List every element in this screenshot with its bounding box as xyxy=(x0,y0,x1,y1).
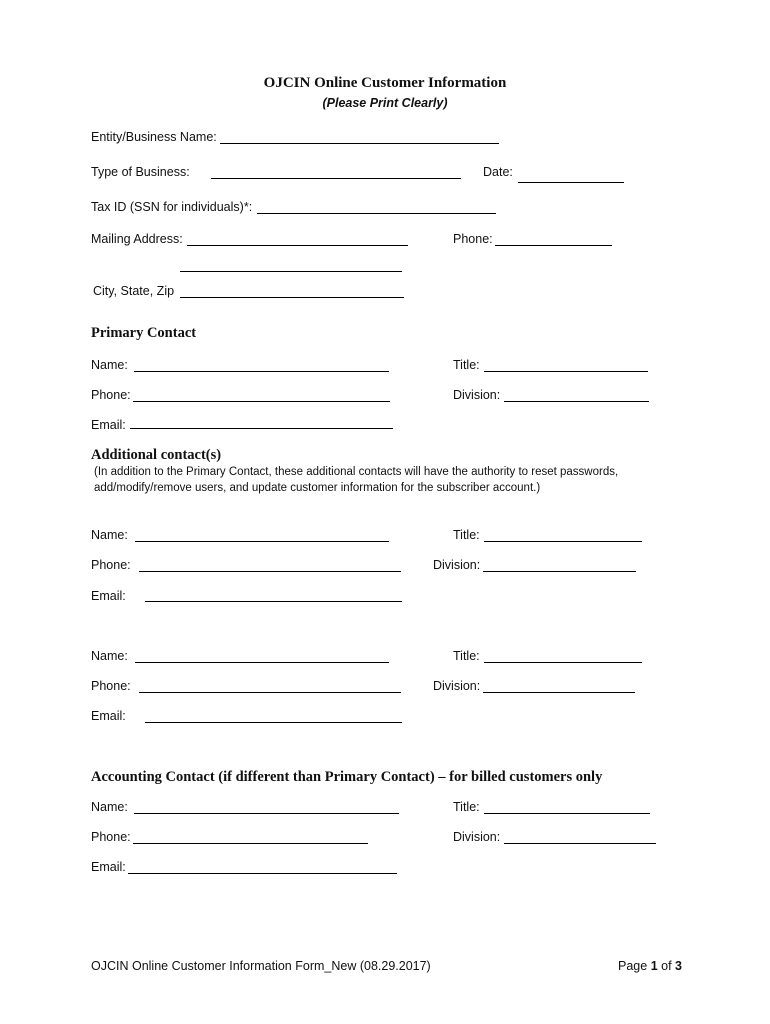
mailing-address-field[interactable] xyxy=(187,245,408,246)
accounting-contact-heading: Accounting Contact (if different than Primary Contact) – for billed customers only xyxy=(91,769,603,785)
accounting-division-label: Division: xyxy=(453,830,501,844)
primary-email-field[interactable] xyxy=(130,428,393,429)
city-state-zip-label: City, State, Zip xyxy=(93,284,175,298)
primary-name-label: Name: xyxy=(91,358,128,372)
tax-id-field[interactable] xyxy=(257,213,496,214)
mailing-address-line2-field[interactable] xyxy=(180,271,402,272)
primary-phone-field[interactable] xyxy=(133,401,390,402)
tax-id-label: Tax ID (SSN for individuals)*: xyxy=(91,200,253,214)
mailing-address-label: Mailing Address: xyxy=(91,232,183,246)
additional-1-phone-label: Phone: xyxy=(91,558,131,572)
additional-1-email-field[interactable] xyxy=(145,601,402,602)
additional-1-phone-field[interactable] xyxy=(139,571,401,572)
date-field[interactable] xyxy=(518,182,624,183)
additional-2-email-label: Email: xyxy=(91,709,126,723)
primary-contact-heading: Primary Contact xyxy=(91,325,197,341)
primary-title-field[interactable] xyxy=(484,371,648,372)
page-word: Page xyxy=(618,959,648,973)
additional-contacts-heading: Additional contact(s) xyxy=(91,447,222,463)
additional-2-name-field[interactable] xyxy=(135,662,389,663)
business-phone-label: Phone: xyxy=(453,232,493,246)
business-phone-field[interactable] xyxy=(495,245,612,246)
additional-2-name-label: Name: xyxy=(91,649,128,663)
primary-name-field[interactable] xyxy=(134,371,389,372)
entity-name-label: Entity/Business Name: xyxy=(91,130,217,144)
accounting-name-field[interactable] xyxy=(134,813,399,814)
page-current: 1 xyxy=(650,959,658,973)
additional-2-email-field[interactable] xyxy=(145,722,402,723)
accounting-title-field[interactable] xyxy=(484,813,650,814)
additional-1-name-field[interactable] xyxy=(135,541,389,542)
additional-1-email-label: Email: xyxy=(91,589,126,603)
primary-title-label: Title: xyxy=(453,358,480,372)
city-state-zip-field[interactable] xyxy=(180,297,404,298)
form-title: OJCIN Online Customer Information xyxy=(263,75,507,91)
additional-1-division-label: Division: xyxy=(433,558,481,572)
additional-1-title-field[interactable] xyxy=(484,541,642,542)
page-of: of xyxy=(661,959,672,973)
accounting-email-label: Email: xyxy=(91,860,126,874)
accounting-phone-label: Phone: xyxy=(91,830,131,844)
additional-contacts-note: (In addition to the Primary Contact, these additional contacts will have the authority to reset passwords, add/modify/remove users, and update customer information for the subscriber account.) xyxy=(94,466,619,494)
accounting-division-field[interactable] xyxy=(504,843,656,844)
additional-1-division-field[interactable] xyxy=(483,571,636,572)
accounting-phone-field[interactable] xyxy=(133,843,368,844)
additional-1-name-label: Name: xyxy=(91,528,128,542)
page-total: 3 xyxy=(675,959,682,973)
additional-2-division-field[interactable] xyxy=(483,692,635,693)
business-type-field[interactable] xyxy=(211,178,461,179)
additional-2-phone-label: Phone: xyxy=(91,679,131,693)
additional-2-phone-field[interactable] xyxy=(139,692,401,693)
primary-email-label: Email: xyxy=(91,418,126,432)
primary-phone-label: Phone: xyxy=(91,388,131,402)
additional-2-title-field[interactable] xyxy=(484,662,642,663)
business-type-label: Type of Business: xyxy=(91,165,190,179)
accounting-email-field[interactable] xyxy=(128,873,397,874)
accounting-title-label: Title: xyxy=(453,800,480,814)
date-label: Date: xyxy=(483,165,513,179)
primary-division-label: Division: xyxy=(453,388,501,402)
accounting-name-label: Name: xyxy=(91,800,128,814)
additional-2-title-label: Title: xyxy=(453,649,480,663)
additional-1-title-label: Title: xyxy=(453,528,480,542)
form-subtitle: (Please Print Clearly) xyxy=(322,96,448,110)
additional-2-division-label: Division: xyxy=(433,679,481,693)
footer-page-number xyxy=(618,959,682,973)
entity-name-field[interactable] xyxy=(220,143,499,144)
primary-division-field[interactable] xyxy=(504,401,649,402)
footer-form-name: OJCIN Online Customer Information Form_New (08.29.2017) xyxy=(91,959,431,973)
